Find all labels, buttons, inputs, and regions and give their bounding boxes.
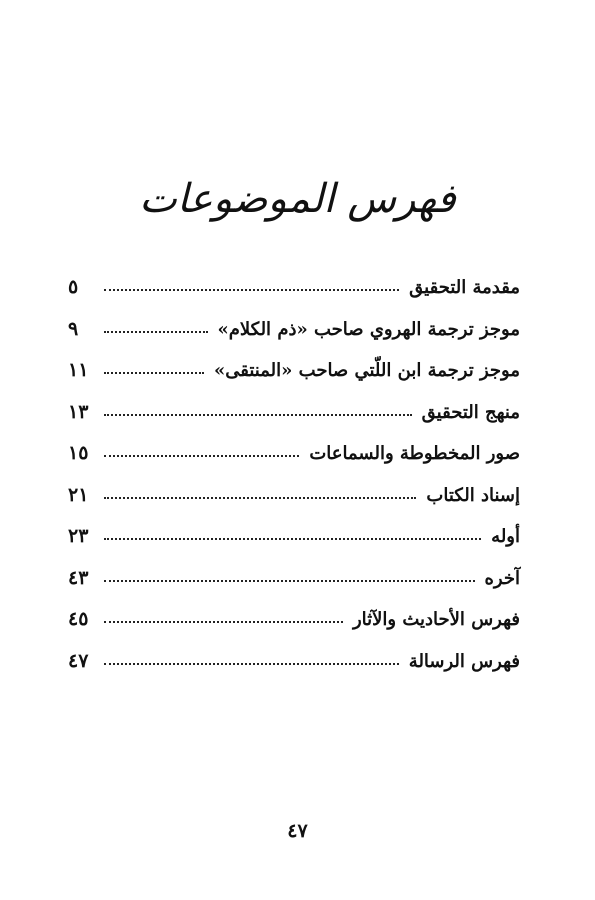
toc-entry-title: صور المخطوطة والسماعات xyxy=(309,443,520,464)
toc-leader-dots xyxy=(104,651,399,665)
toc-leader-dots xyxy=(104,319,208,333)
toc-entry-title: إسناد الكتاب xyxy=(426,484,520,506)
toc-leader-dots xyxy=(104,402,412,416)
toc-leader-dots xyxy=(104,526,481,540)
toc-row-methodology[interactable] xyxy=(68,401,520,443)
toc-leader-dots xyxy=(104,360,204,374)
toc-row-hadith-index[interactable] xyxy=(68,608,520,650)
toc-entry-title: مقدمة التحقيق xyxy=(409,277,520,298)
toc-entry-title: أوله xyxy=(491,526,520,547)
toc-row-treatise-index[interactable] xyxy=(68,650,520,692)
toc-entry-title: موجز ترجمة الهروي صاحب «ذم الكلام» xyxy=(217,318,520,340)
toc-row-ibn-allutti-biography[interactable] xyxy=(68,359,520,401)
toc-entry-page: ٤٧ xyxy=(68,649,89,672)
toc-entry-page: ٤٥ xyxy=(68,608,89,630)
toc-entry-page: ٢٣ xyxy=(68,525,89,547)
toc-entry-page: ٢١ xyxy=(68,483,89,506)
toc-leader-dots xyxy=(104,568,475,582)
toc-row-introduction[interactable] xyxy=(68,276,520,318)
toc-leader-dots xyxy=(104,277,399,291)
toc-entry-title: آخره xyxy=(484,567,520,589)
toc-row-book-isnad[interactable] xyxy=(68,484,520,526)
toc-entry-title: فهرس الرسالة xyxy=(408,650,520,672)
toc-entry-page: ١٣ xyxy=(68,400,89,423)
toc-entry-page: ١١ xyxy=(68,359,89,381)
toc-entry-page: ١٥ xyxy=(68,442,89,464)
toc-row-end[interactable] xyxy=(68,567,520,609)
page-number: ٤٧ xyxy=(287,820,308,842)
toc-leader-dots xyxy=(104,609,343,623)
toc-entry-title: موجز ترجمة ابن اللّتي صاحب «المنتقى» xyxy=(214,360,520,381)
toc-row-harawi-biography[interactable] xyxy=(68,318,520,360)
toc-row-manuscript-images[interactable] xyxy=(68,442,520,484)
toc-entry-page: ٩ xyxy=(68,317,79,340)
toc-row-beginning[interactable] xyxy=(68,525,520,567)
table-of-contents xyxy=(68,276,520,691)
toc-leader-dots xyxy=(104,485,416,499)
page-title: فهرس الموضوعات xyxy=(139,176,456,222)
toc-entry-page: ٥ xyxy=(68,276,79,298)
toc-entry-title: فهرس الأحاديث والآثار xyxy=(352,609,520,630)
toc-entry-page: ٤٣ xyxy=(68,566,89,589)
toc-leader-dots xyxy=(104,443,299,457)
toc-entry-title: منهج التحقيق xyxy=(421,401,520,423)
